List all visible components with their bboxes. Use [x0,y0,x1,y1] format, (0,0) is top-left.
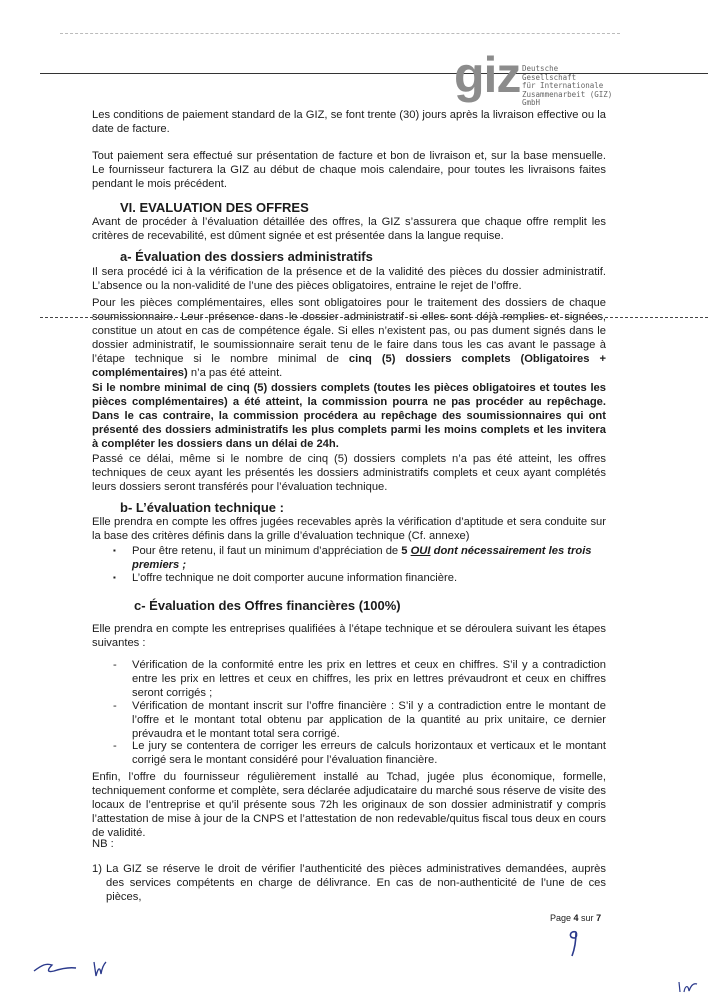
initials-mark-left [90,958,112,982]
bullet-1-start: Pour être retenu, il faut un minimum d’appréciation de [132,545,402,557]
bullet-1-num: 5 [401,545,411,557]
signature-left [30,955,80,979]
check-text-1: Vérification de la conformité entre les prix en lettres et ceux en chiffres. S’il y a contradiction entre les prix en lettres et ceux en chiffres, les prix en lettres prévaudront et ceux en chiffres seront corrigés ; [132,659,606,700]
nb-item-1-text: La GIZ se réserve le droit de vérifier l’authenticité des pièces administratives demandées, auprès des services compétents en charge de délivrance. En cas de non-authenticité de l’une de ces pièces, [106,863,606,904]
section-6-intro: Avant de procéder à l’évaluation détaillée des offres, la GIZ s’assurera que chaque offre remplit les critères de recevabilité, est dûment signée et est présentée dans la langue requise. [92,216,606,243]
page-sep: sur [578,913,597,923]
bullet-marker: ▪ [113,573,116,582]
check-text-2: Vérification de montant inscrit sur l’offre financière : S’il y a contradiction entre le montant de l’offre et le montant total obtenu par application de la quantité au prix unitaire, ce dernier prévaudra et le montant total sera corrigé. [132,700,606,741]
bullet-text-1 [132,544,606,572]
invoice-paragraph: Tout paiement sera effectué sur présentation de facture et bon de livraison et, sur la base mensuelle. Le fournisseur facturera la GIZ au début de chaque mois calendaire, pour toutes les livraisons faites pendant le mois précédent. [92,150,606,191]
bullet-marker: ▪ [113,546,116,555]
org-line-3: Zusammenarbeit (GIZ) GmbH [522,89,613,107]
section-a-paragraph-1: Il sera procédé ici à la vérification de la présence et de la validité des pièces du dossier administratif. L’absence ou la non-validité de l’une des pièces obligatoires, entraine le rejet de l’offre. [92,266,606,293]
org-line-1: Deutsche Gesellschaft [522,64,577,82]
section-a-paragraph-2 [92,296,606,381]
payment-terms-paragraph: Les conditions de paiement standard de la GIZ, se font trente (30) jours après la livraison effective ou la date de facture. [92,109,606,136]
section-c-paragraph-1: Elle prendra en compte les entreprises qualifiées à l’étape technique et se déroulera suivant les étapes suivantes : [92,623,606,650]
section-b-title: b- L’évaluation technique : [120,500,284,515]
section-a-p2-end: n’a pas été atteint. [187,367,283,380]
check-text-3: Le jury se contentera de corriger les erreurs de calculs horizontaux et verticaux et le montant corrigé sera le montant considéré pour l’évaluation financière. [132,740,606,767]
top-scan-line [60,33,620,34]
section-a-paragraph-4: Passé ce délai, même si le nombre de cinq (5) dossiers complets n’a pas été atteint, les offres techniques de ceux ayant les présentés les dossiers administratifs complets et ceux ayant complétés leurs dossiers seront transférés pour l’évaluation technique. [92,453,606,494]
nb-label: NB : [92,838,114,850]
dash-marker: - [113,700,117,712]
page-total: 7 [596,913,602,923]
giz-org-name [522,65,614,108]
dash-marker: - [113,659,117,671]
page-prefix: Page [550,913,574,923]
section-b-paragraph-1: Elle prendra en compte les offres jugées recevables après la vérification d’aptitude et sera conduite sur la base des critères définis dans la grille d’évaluation technique (Cf. annexe) [92,516,606,543]
page-current: 4 [573,913,579,923]
section-6-title: VI. EVALUATION DES OFFRES [120,200,309,215]
bullet-1-oui: OUI [410,545,431,557]
dash-marker: - [113,740,117,752]
bullet-1-end: dont nécessairement les trois premiers ; [132,545,592,572]
page-number [550,913,601,923]
nb-item-1-number: 1) [92,863,102,875]
section-c-title: c- Évaluation des Offres financières (100%) [134,598,401,613]
section-a-p2-bold: cinq (5) dossiers complets (Obligatoires + complémentaires) [92,353,606,380]
scan-crease-line [40,317,708,318]
section-a-title: a- Évaluation des dossiers administratifs [120,249,373,264]
section-c-paragraph-2: Enfin, l’offre du fournisseur régulièrement installé au Tchad, jugée plus économique, formelle, techniquement conforme et complète, sera déclarée adjudicataire du marché sous réserve de visite des locaux de l’entreprise et qu’il présente sous 72h les originaux de son dossier administratif y compris l’attestation de mise à jour de la CNPS et l’attestation de non redevable/quitus fiscal tous deux en cours de validité. [92,771,606,840]
initials-mark-right [562,926,586,960]
initials-mark-corner [676,978,700,996]
bullet-text-2: L’offre technique ne doit comporter aucune information financière. [132,572,458,584]
org-line-2: für Internationale [522,81,604,90]
giz-logo [454,47,614,107]
section-a-paragraph-3: Si le nombre minimal de cinq (5) dossiers complets (toutes les pièces obligatoires et toutes les pièces complémentaires) a été atteint, la commission pourra ne pas procéder au repêchage. Dans le cas contraire, la commission procédera au repêchage des soumissionnaires qui ont présenté des dossiers administratifs les plus complets parmi les moins complets et les invitera à compléter les dossiers dans un délai de 24h. [92,382,606,451]
section-a-p2-start: Pour les pièces complémentaires, elles sont obligatoires pour le traitement des dossiers de chaque soumissionnaire. Leur présence dans le dossier administratif si elles sont déjà remplies et signées, constitue un atout en cas de compétence égale. Si elles n’existent pas, ou pas dument signés dans le dossier administratif, le soumissionnaire serait tenu de le faire dans tous les cas avant le passage à l’étape technique si le nombre minimal de [92,297,606,366]
giz-logo-mark: giz [454,47,521,103]
